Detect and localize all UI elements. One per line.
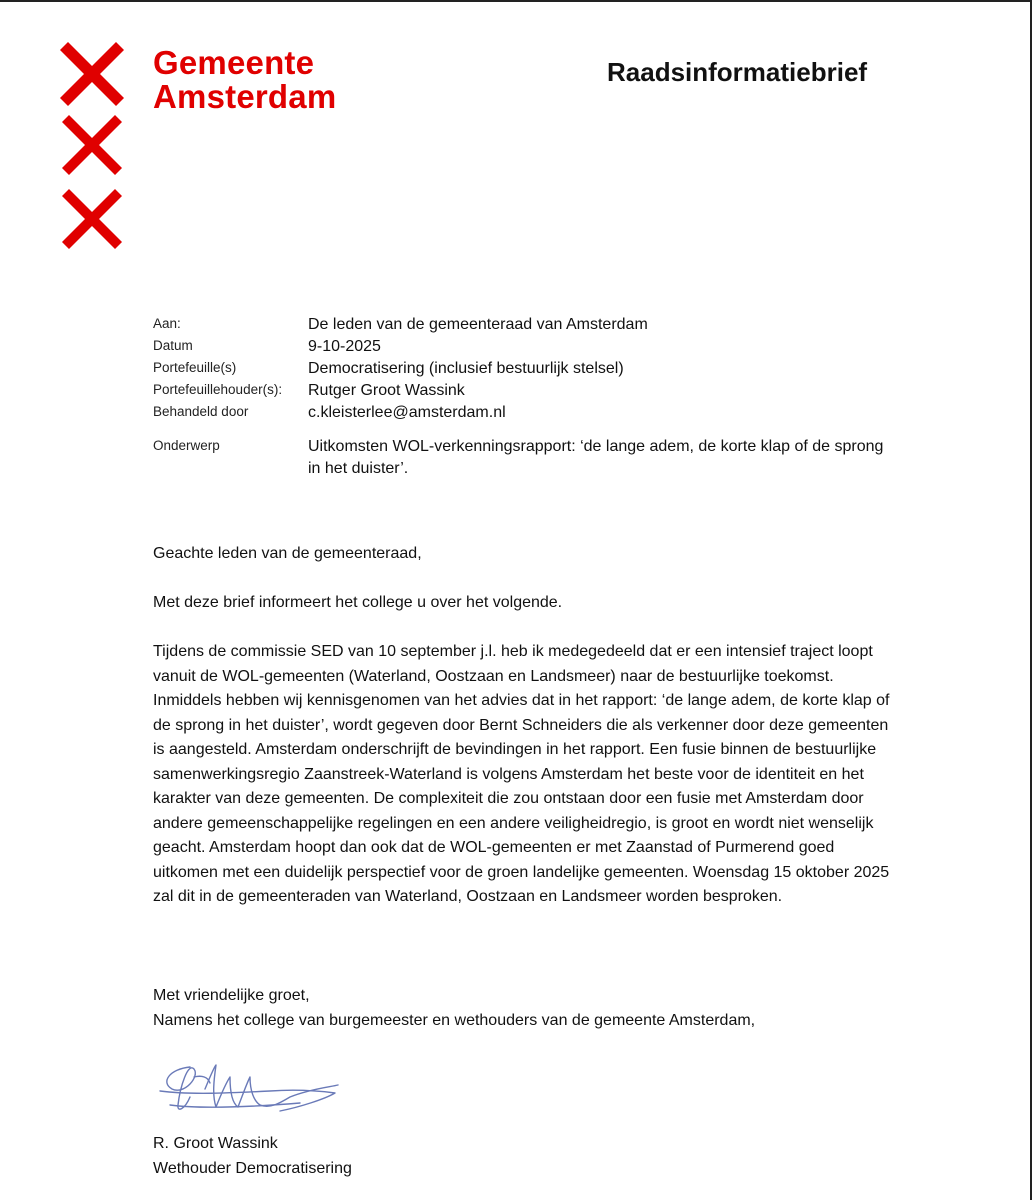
signer-name: R. Groot Wassink — [153, 1135, 278, 1152]
signer-block — [153, 1132, 352, 1181]
closing-on-behalf: Namens het college van burgemeester en wethouders van de gemeente Amsterdam, — [153, 1011, 756, 1029]
meta-label: Behandeld door — [153, 404, 249, 419]
meta-row-subject — [153, 436, 893, 480]
meta-value email-link[interactable]: c.kleisterlee@amsterdam.nl — [308, 404, 506, 421]
main-paragraph: Tijdens de commissie SED van 10 september j.l. heb ik medegedeeld dat er een intensief traject loopt vanuit de WOL-gemeenten (Waterland, Oostzaan en Landsmeer) naar de bestuurlijke toekomst. Inmiddels hebben wij kennisgenomen van het advies dat in het rapport: ‘de lange adem, de korte klap of de sprong in het duister’, wordt gegeven door Bernt Schneiders die als verkenner door deze gemeenten is aangesteld. Amsterdam onderschrijft de bevindingen in het rapport. Een fusie binnen de bestuurlijke samenwerkingsregio Zaanstreek-Waterland is volgens Amsterdam het beste voor de identiteit en het karakter van deze gemeenten. De complexiteit die zou ontstaan door een fusie met Amsterdam door andere gemeenschappelijke regelingen en een andere veiligheidregio, is groot en wordt niet wenselijk geacht. Amsterdam hoopt dan ook dat de WOL-gemeenten er met Zaanstad of Purmerend goed uitkomen met een duidelijk perspectief voor de groen landelijke gemeenten. Woensdag 15 oktober 2025 zal dit in de gemeenteraden van Waterland, Oostzaan en Landsmeer worden besproken. — [153, 643, 890, 905]
meta-label: Portefeuillehouder(s): — [153, 382, 283, 397]
meta-row-handled-by — [153, 402, 893, 424]
letter-body — [153, 542, 893, 910]
meta-label: Onderwerp — [153, 438, 220, 453]
meta-row-portfolio-holder — [153, 380, 893, 402]
meta-label: Aan: — [153, 316, 181, 331]
letter-metadata — [153, 314, 893, 480]
document-type-title: Raadsinformatiebrief — [607, 57, 868, 87]
signer-title: Wethouder Democratisering — [153, 1159, 352, 1177]
meta-value: Uitkomsten WOL-verkenningsrapport: ‘de lange adem, de korte klap of de sprong in het duister’. — [308, 438, 884, 477]
meta-value: 9-10-2025 — [308, 338, 381, 355]
meta-value: Democratisering (inclusief bestuurlijk stelsel) — [308, 360, 624, 377]
meta-label: Portefeuille(s) — [153, 360, 237, 375]
meta-row-date — [153, 336, 893, 358]
amsterdam-crosses-logo — [60, 42, 124, 252]
intro-paragraph: Met deze brief informeert het college u over het volgende. — [153, 594, 563, 611]
closing — [153, 984, 755, 1033]
meta-value: De leden van de gemeenteraad van Amsterdam — [308, 316, 648, 333]
handwritten-signature — [150, 1047, 350, 1127]
meta-row-to — [153, 314, 893, 336]
closing-greeting: Met vriendelijke groet, — [153, 987, 310, 1004]
meta-label: Datum — [153, 338, 193, 353]
meta-value: Rutger Groot Wassink — [308, 382, 465, 399]
municipality-logo-text — [153, 46, 336, 114]
meta-row-portfolio — [153, 358, 893, 380]
logo-line-1: Gemeente — [153, 44, 315, 81]
salutation: Geachte leden van de gemeenteraad, — [153, 545, 422, 562]
logo-line-2: Amsterdam — [153, 78, 337, 115]
